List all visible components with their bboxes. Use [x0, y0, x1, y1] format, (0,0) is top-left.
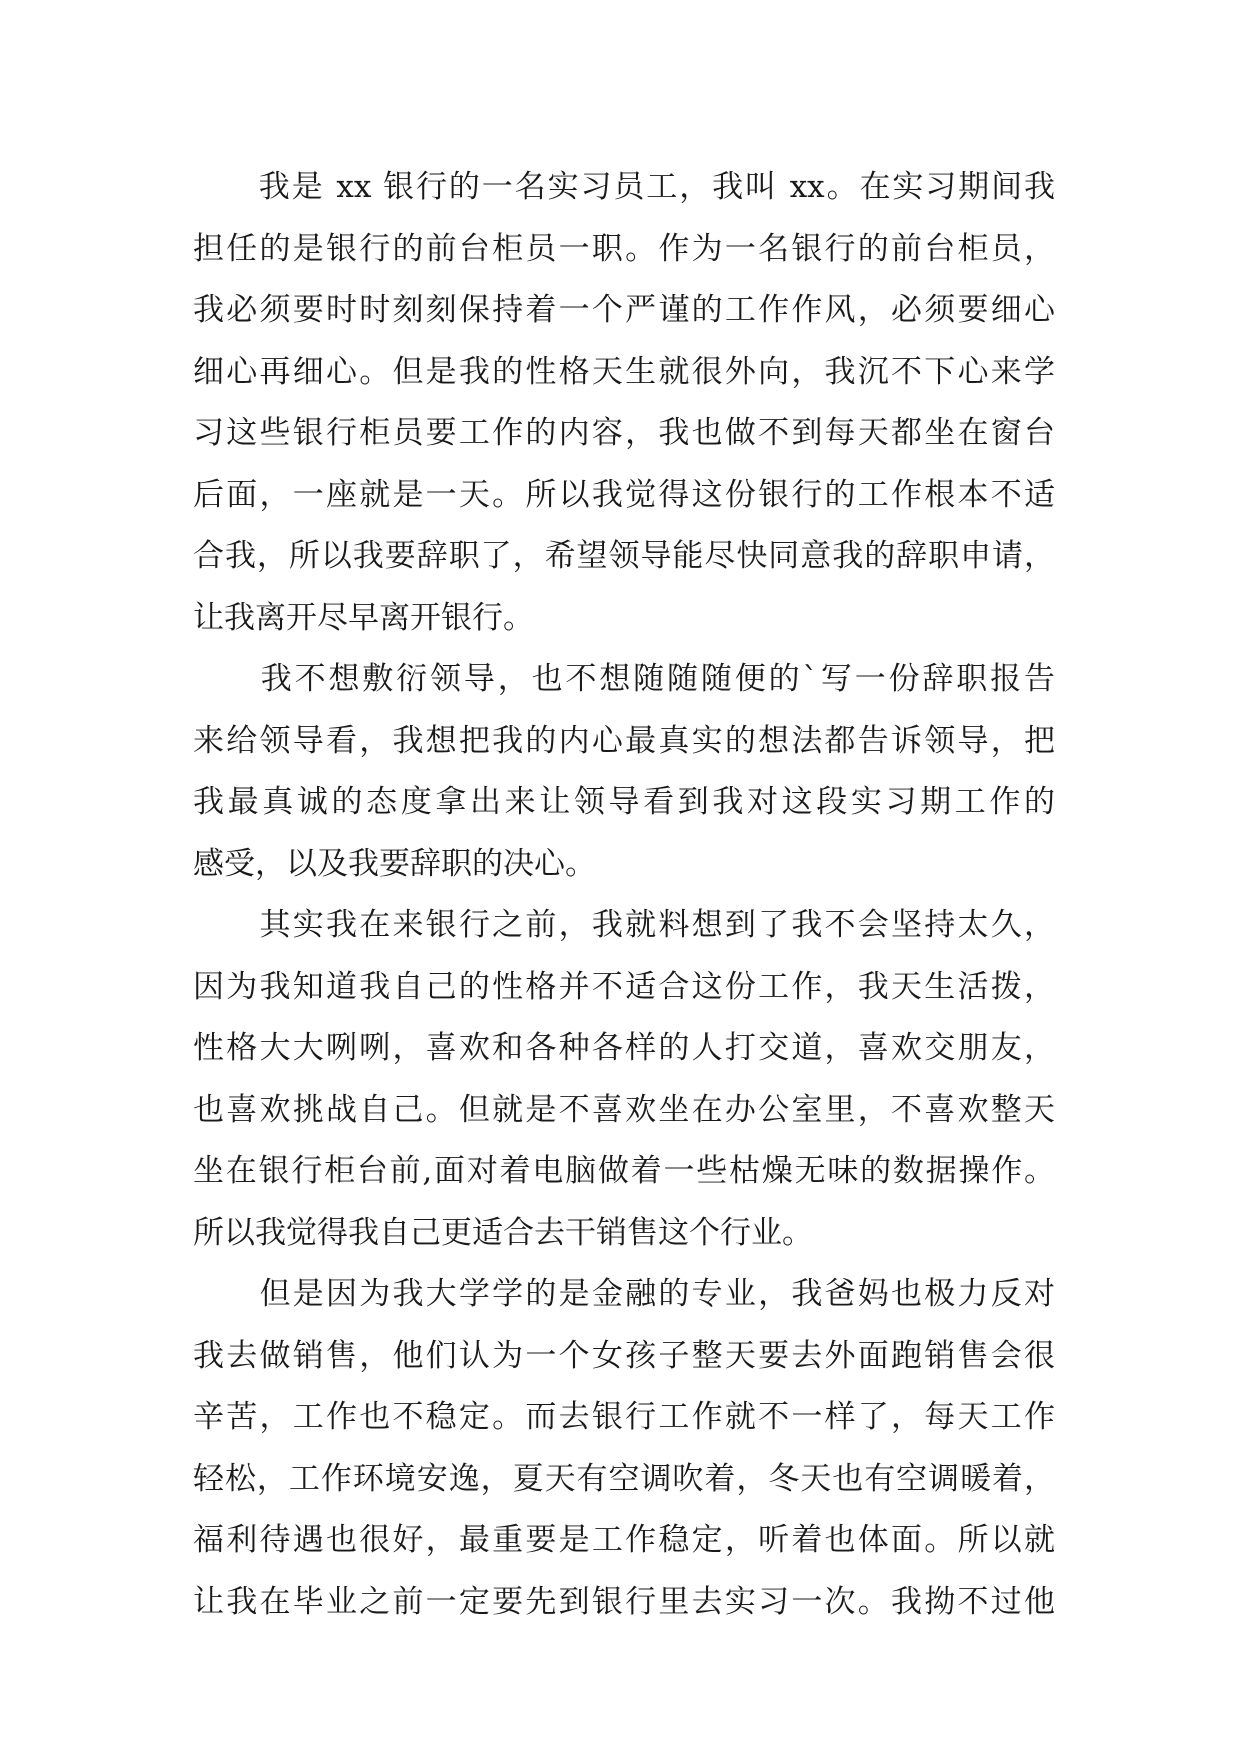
text-line: 后面，一座就是一天。所以我觉得这份银行的工作根本不适: [193, 476, 1055, 513]
paragraph-3: [193, 895, 1055, 1264]
text-line: 让我离开尽早离开银行。: [193, 599, 534, 636]
paragraph-1: [193, 157, 1055, 649]
text-line: 所以我觉得我自己更适合去干销售这个行业。: [193, 1214, 813, 1251]
text-line: 我最真诚的态度拿出来让领导看到我对这段实习期工作的: [193, 784, 1055, 820]
text-line: 其实我在来银行之前，我就料想到了我不会坚持太久，: [193, 907, 1055, 943]
text-line: 轻松，工作环境安逸，夏天有空调吹着，冬天也有空调暖着，: [193, 1460, 1055, 1497]
text-line: 辛苦，工作也不稳定。而去银行工作就不一样了，每天工作: [193, 1399, 1055, 1435]
text-line: 我是 xx 银行的一名实习员工，我叫 xx。在实习期间我: [193, 169, 1055, 205]
document-body: [193, 157, 1055, 1633]
text-line: 坐在银行柜台前,面对着电脑做着一些枯燥无味的数据操作。: [193, 1153, 1055, 1189]
paragraph-2: [193, 649, 1055, 895]
text-line: 细心再细心。但是我的性格天生就很外向，我沉不下心来学: [193, 353, 1055, 390]
text-line: 我不想敷衍领导，也不想随随随便的`写一份辞职报告: [193, 661, 1055, 697]
text-line: 来给领导看，我想把我的内心最真实的想法都告诉领导，把: [193, 722, 1055, 759]
paragraph-4: [193, 1264, 1055, 1633]
text-line: 性格大大咧咧，喜欢和各种各样的人打交道，喜欢交朋友，: [193, 1030, 1055, 1066]
text-line: 习这些银行柜员要工作的内容，我也做不到每天都坐在窗台: [193, 415, 1055, 451]
text-line: 我去做销售，他们认为一个女孩子整天要去外面跑销售会很: [193, 1337, 1055, 1374]
text-line: 也喜欢挑战自己。但就是不喜欢坐在办公室里，不喜欢整天: [193, 1091, 1055, 1128]
text-line: 因为我知道我自己的性格并不适合这份工作，我天生活拨，: [193, 968, 1055, 1005]
text-line: 福利待遇也很好，最重要是工作稳定，听着也体面。所以就: [193, 1522, 1055, 1558]
text-line: 我必须要时时刻刻保持着一个严谨的工作作风，必须要细心: [193, 292, 1055, 328]
text-line: 但是因为我大学学的是金融的专业，我爸妈也极力反对: [193, 1276, 1055, 1312]
text-line: 让我在毕业之前一定要先到银行里去实习一次。我拗不过他: [193, 1583, 1055, 1620]
text-line: 合我，所以我要辞职了，希望领导能尽快同意我的辞职申请，: [193, 538, 1055, 574]
text-line: 感受，以及我要辞职的决心。: [193, 845, 596, 882]
text-line: 担任的是银行的前台柜员一职。作为一名银行的前台柜员，: [193, 230, 1055, 267]
